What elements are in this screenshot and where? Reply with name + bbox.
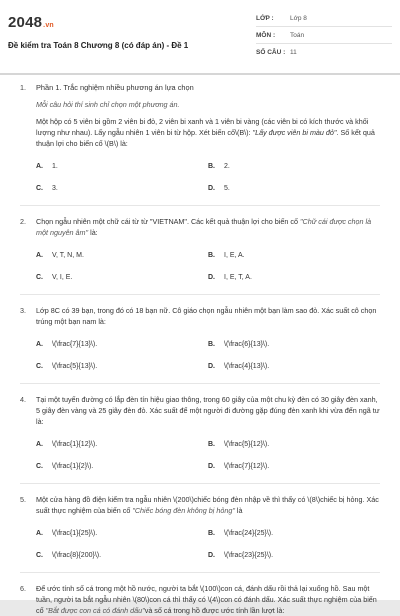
question-text [36,494,380,516]
option-letter: C. [36,273,43,281]
option-text: \(\frac{1}{25}\). [52,529,98,537]
question-text-part: Để ước tính số cá trong một hồ nước, người ta bắt \(100\)con cá, đánh dấu rồi thả lại xuống hồ. Sau một tuần, người ta bắt ngẫu nhiên \(80\)con cá thì thấy có \(4\)con có đánh dấu. Xác suất thực nghiệm của biến cố [36,584,377,615]
option-d[interactable] [208,455,380,477]
option-text: \(\frac{7}{13}\). [52,340,98,348]
meta-row-subject [256,27,392,44]
option-b[interactable] [208,433,380,455]
option-text: \(\frac{24}{25}\). [224,529,274,537]
question-number: 1. [20,83,26,92]
answer-options [36,155,380,199]
option-text: \(\frac{5}{12}\). [224,440,270,448]
option-c[interactable] [36,177,208,199]
option-letter: C. [36,551,43,559]
site-logo[interactable] [8,14,54,31]
option-c[interactable] [36,544,208,566]
option-d[interactable] [208,355,380,377]
option-letter: B. [208,340,215,348]
option-letter: D. [208,184,215,192]
option-text: \(\frac{23}{25}\). [224,551,274,559]
option-letter: C. [36,184,43,192]
question-text-part: là: [88,228,98,237]
exam-meta-table [256,10,392,61]
option-letter: D. [208,273,215,281]
option-letter: B. [208,440,215,448]
option-c[interactable] [36,266,208,288]
option-text: \(\frac{4}{13}\). [224,362,270,370]
answer-options [36,522,380,566]
option-letter: A. [36,162,43,170]
question-5 [20,494,380,566]
question-text [36,583,380,616]
question-number: 3. [20,306,26,315]
option-text: \(\frac{1}{2}\). [52,462,94,470]
option-a[interactable] [36,522,208,544]
question-list [20,82,380,616]
option-d[interactable] [208,544,380,566]
option-b[interactable] [208,244,380,266]
option-text: \(\frac{7}{12}\). [224,462,270,470]
question-number: 4. [20,395,26,404]
option-letter: A. [36,440,43,448]
question-text-part: . Số kết quả thuận lợi cho biến cố \(B\) là: [36,128,375,148]
option-text: I, E, A. [224,251,245,259]
page-title: Đề kiểm tra Toán 8 Chương 8 (có đáp án) - Đề 1 [8,41,189,50]
option-b[interactable] [208,155,380,177]
option-c[interactable] [36,355,208,377]
option-b[interactable] [208,333,380,355]
question-2 [20,216,380,288]
section-heading: Phần 1. Trắc nghiệm nhiều phương án lựa chọn [36,83,194,92]
header-divider [0,73,400,75]
question-divider [20,294,380,295]
question-divider [20,572,380,573]
option-c[interactable] [36,455,208,477]
option-letter: A. [36,340,43,348]
option-letter: B. [208,251,215,259]
question-text: Lớp 8C có 39 bạn, trong đó có 18 bạn nữ. Cô giáo chọn ngẫu nhiên một bạn làm sao đỏ. Xác suất cô chọn trúng một bạn nam là: [36,306,377,326]
question-divider [20,483,380,484]
question-text-part: Chọn ngẫu nhiên một chữ cái từ từ "VIETNAM". Các kết quả thuận lợi cho biến cố [36,217,300,226]
meta-key: LỚP : [256,14,274,22]
option-text: 2. [224,162,230,170]
option-a[interactable] [36,155,208,177]
question-text-italic: "Lấy được viên bi màu đỏ" [252,128,337,137]
option-d[interactable] [208,177,380,199]
option-a[interactable] [36,433,208,455]
logo-text: 2048 [8,14,43,31]
option-text: 1. [52,162,58,170]
option-a[interactable] [36,333,208,355]
meta-value: 11 [290,49,297,56]
meta-row-class [256,10,392,27]
option-text: I, E, T, A. [224,273,252,281]
page-header [8,10,392,62]
option-letter: B. [208,529,215,537]
option-text: \(\frac{8}{200}\). [52,551,102,559]
question-3 [20,305,380,377]
option-letter: C. [36,462,43,470]
option-letter: A. [36,529,43,537]
answer-options [36,433,380,477]
option-letter: D. [208,462,215,470]
option-text: \(\frac{6}{13}\). [224,340,270,348]
answer-options [36,333,380,377]
question-text-italic: "Chiếc bóng đèn không bị hỏng" [132,506,235,515]
question-number: 6. [20,584,26,593]
section-instruction: Mỗi câu hỏi thí sinh chỉ chọn một phương án. [36,100,180,109]
option-b[interactable] [208,522,380,544]
question-text [36,216,380,238]
option-text: V, T, N, M. [52,251,84,259]
answer-options [36,244,380,288]
option-letter: A. [36,251,43,259]
meta-key: MÔN : [256,31,276,39]
option-text: V, I, E. [52,273,73,281]
option-text: \(\frac{1}{12}\). [52,440,98,448]
question-number: 5. [20,495,26,504]
option-letter: B. [208,162,215,170]
question-6 [20,583,380,616]
question-text-part: Một hộp có 5 viên bi gồm 2 viên bi đỏ, 2 viên bi xanh và 1 viên bi vàng (các viên bi có kích thước và khối lượng như nhau). Lấy ngẫu nhiên 1 viên bi từ hộp. Xét biến cố\(B\): [36,117,369,137]
question-4 [20,394,380,477]
option-d[interactable] [208,266,380,288]
option-text: \(\frac{5}{13}\). [52,362,98,370]
question-text [36,116,380,149]
option-a[interactable] [36,244,208,266]
meta-key: SỐ CÂU : [256,49,286,56]
question-text: Tại một tuyến đường có lắp đèn tín hiệu giao thông, trong 60 giây của một chu kỳ đèn có 30 giây đèn xanh, 5 giây đèn vàng và 25 giây đèn đỏ. Xác suất để một người đi đường gặp đúng đèn xanh khi vừa đến ngã tư là: [36,395,380,426]
meta-row-count [256,44,392,61]
option-letter: D. [208,362,215,370]
option-letter: C. [36,362,43,370]
option-text: 3. [52,184,58,192]
question-text-part: và số cá trong hồ được ước tính lần lượt là: [144,606,285,615]
option-letter: D. [208,551,215,559]
question-divider [20,205,380,206]
logo-domain: .vn [43,22,54,29]
question-1 [20,82,380,199]
question-divider [20,383,380,384]
meta-value: Toán [290,31,305,39]
option-text: 5. [224,184,230,192]
question-text-italic: "Bắt được con cá có đánh dấu" [45,606,145,615]
meta-value: Lớp 8 [290,14,307,22]
question-text-italic: "Chữ cái được chọn là một nguyên âm" [36,217,372,237]
question-text-part: Một cửa hàng đồ điện kiểm tra ngẫu nhiên \(200\)chiếc bóng đèn nhập về thì thấy có \(8\)chiếc bị hỏng. Xác suất thực nghiệm của biến cố [36,495,379,515]
question-text-part: là [234,506,243,515]
question-number: 2. [20,217,26,226]
